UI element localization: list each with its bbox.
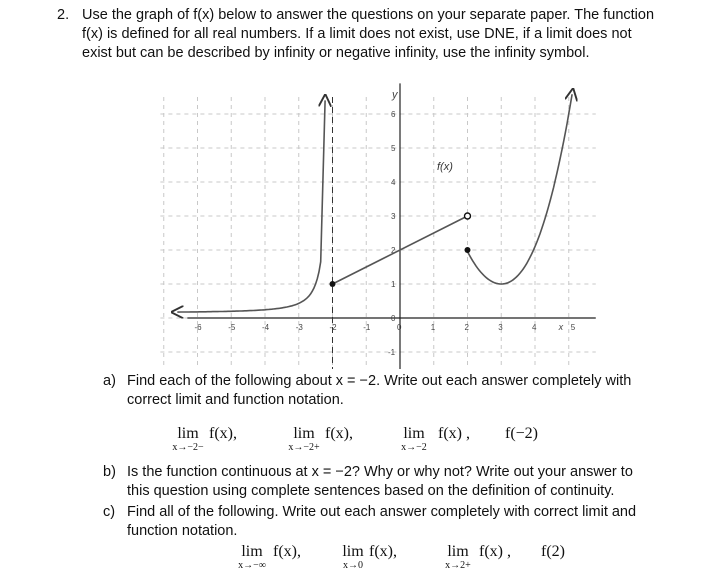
x-tick-label: -3 — [295, 323, 303, 332]
part-a-label: a) — [103, 373, 116, 389]
part-c-line-1: Find all of the following. Write out each answer completely with correct limit and — [127, 504, 637, 520]
x-axis-label: x — [558, 322, 564, 332]
tick-labels — [195, 110, 576, 357]
closed-point-2-2 — [465, 247, 471, 253]
limit-c3-expression: f(x) , — [479, 543, 511, 560]
y-tick-label: 3 — [391, 212, 396, 221]
y-tick-label: 2 — [391, 246, 396, 255]
x-tick-label: 2 — [464, 323, 469, 332]
function-label: f(x) — [437, 161, 453, 173]
open-point-2-3 — [465, 213, 471, 219]
part-b-line-2: this question using complete sentences based on the definition of continuity. — [127, 483, 615, 499]
limit-word: lim — [293, 425, 315, 442]
limit-a1-expression: f(x), — [209, 425, 237, 442]
x-tick-label: -1 — [363, 323, 371, 332]
limit-a2-expression: f(x), — [325, 425, 353, 442]
limit-word: lim — [241, 543, 263, 560]
limit-subscript: x→−2 — [401, 442, 427, 453]
limit-a3 — [394, 426, 434, 453]
x-tick-label: -4 — [262, 323, 270, 332]
problem-number: 2. — [57, 7, 70, 23]
curve-left-branch — [177, 100, 325, 312]
y-tick-label: 6 — [391, 110, 396, 119]
limit-word: lim — [447, 543, 469, 560]
limit-subscript: x→−∞ — [238, 560, 266, 571]
curves — [177, 94, 572, 312]
x-tick-label: -2 — [329, 323, 337, 332]
limit-subscript: x→−2+ — [288, 442, 320, 453]
value-c4: f(2) — [541, 543, 565, 560]
y-tick-label: -1 — [388, 348, 396, 357]
limit-word: lim — [342, 543, 364, 560]
closed-point-neg2-1 — [330, 281, 336, 287]
limit-c1 — [232, 544, 272, 571]
x-tick-label: 3 — [498, 323, 503, 332]
curve-right-branch — [468, 94, 573, 284]
part-a-line-1: Find each of the following about x = −2. Write out each answer completely with — [127, 373, 632, 389]
x-tick-label: 0 — [397, 323, 402, 332]
value-a4: f(−2) — [505, 425, 539, 442]
problem-line-2: f(x) is defined for all real numbers. If a limit does not exist, use DNE, if a limit does not — [82, 26, 632, 42]
grid-lines — [160, 97, 595, 369]
part-c-label: c) — [103, 504, 116, 520]
part-c-line-2: function notation. — [127, 523, 238, 539]
limit-a1 — [168, 426, 208, 453]
limit-word: lim — [177, 425, 199, 442]
y-tick-label: 1 — [391, 280, 396, 289]
part-b-label: b) — [103, 464, 116, 480]
limit-subscript: x→0 — [343, 560, 363, 571]
limit-a2 — [284, 426, 324, 453]
x-tick-label: 1 — [430, 323, 436, 332]
limit-c2 — [335, 544, 371, 571]
limit-word: lim — [403, 425, 425, 442]
limit-subscript: x→2+ — [445, 560, 471, 571]
part-a-line-2: correct limit and function notation. — [127, 392, 344, 408]
limit-subscript: x→−2− — [172, 442, 204, 453]
limit-c3 — [438, 544, 478, 571]
limit-a3-expression: f(x) , — [438, 425, 470, 442]
x-tick-label: 5 — [570, 323, 576, 332]
limit-c2-expression: f(x), — [369, 543, 397, 560]
x-tick-label: 4 — [532, 323, 537, 332]
y-axis-label: y — [392, 89, 398, 101]
problem-line-1: Use the graph of f(x) below to answer the questions on your separate paper. The function — [82, 7, 655, 23]
x-tick-label: -6 — [194, 323, 202, 332]
part-b-line-1: Is the function continuous at x = −2? Why or why not? Write out your answer to — [127, 464, 633, 480]
y-tick-label: 0 — [391, 314, 396, 323]
x-tick-label: -5 — [228, 323, 236, 332]
y-tick-label: 4 — [391, 178, 396, 187]
limit-c1-expression: f(x), — [273, 543, 301, 560]
y-tick-label: 5 — [391, 144, 396, 153]
problem-line-3: exist but can be described by infinity or negative infinity, use the infinity symbol. — [82, 45, 590, 61]
